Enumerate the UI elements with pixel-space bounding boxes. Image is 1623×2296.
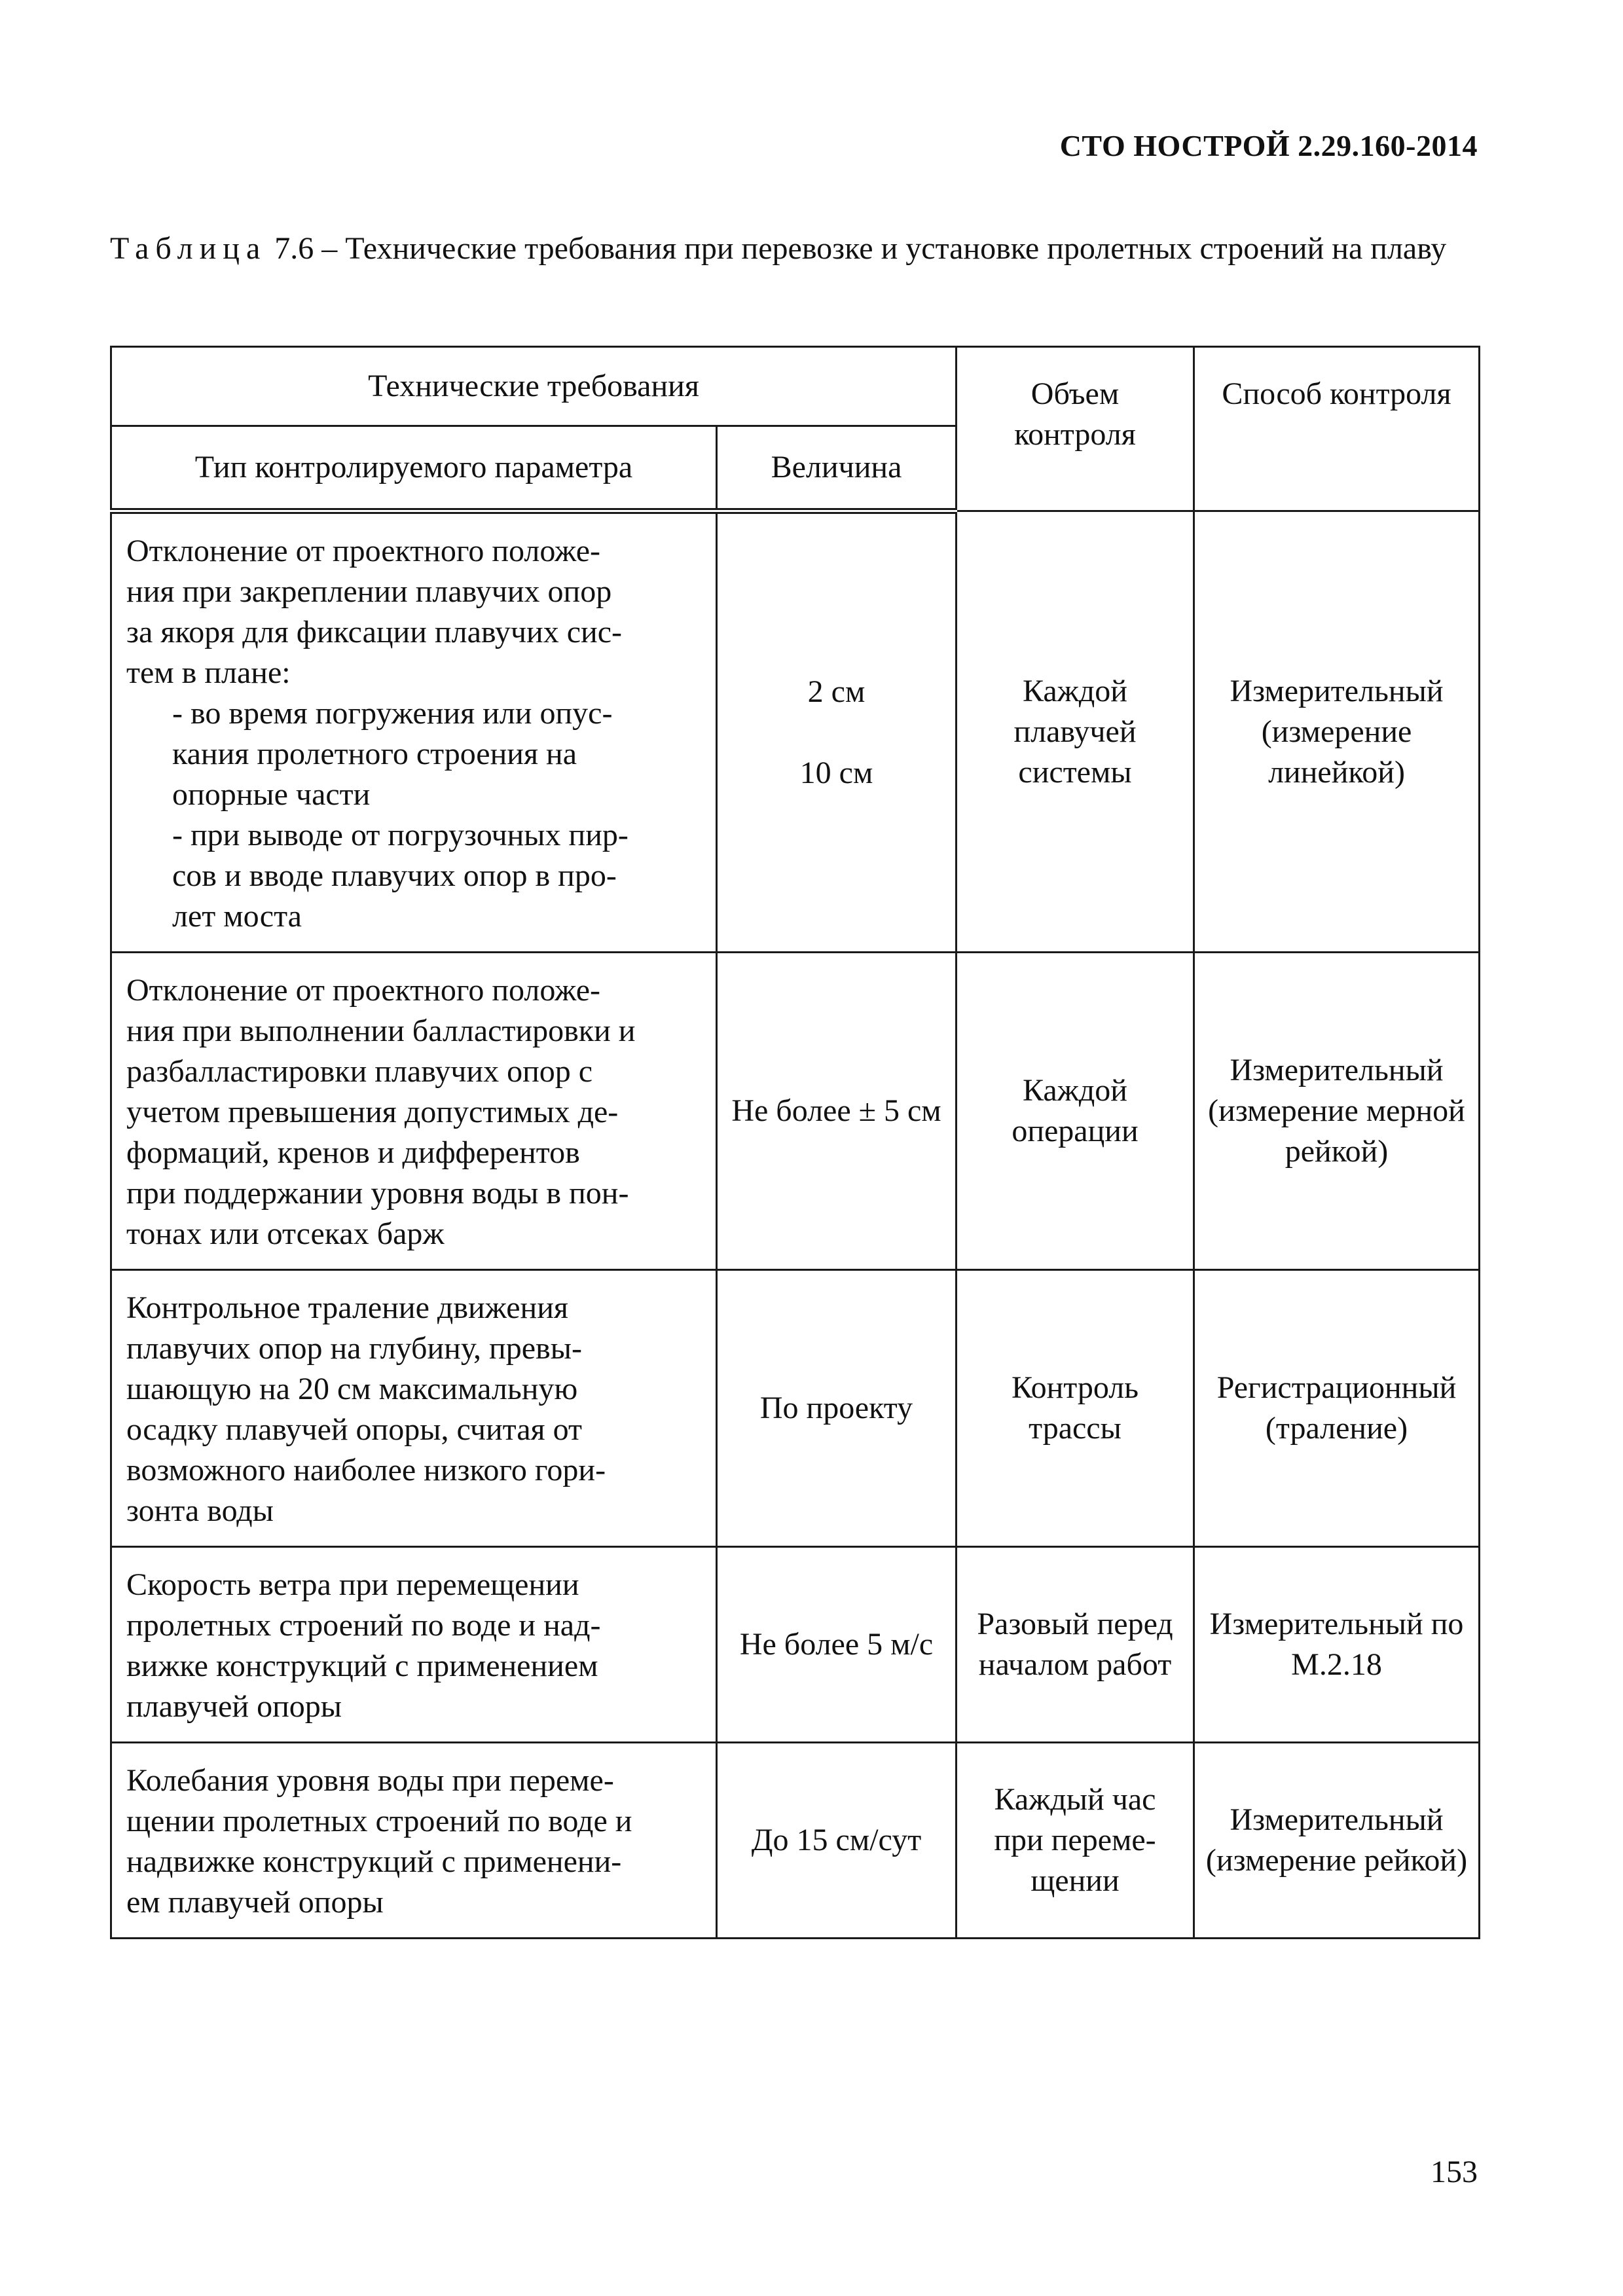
table-row: [111, 1270, 1480, 1547]
table-caption-label: Таблица: [110, 231, 267, 266]
table-row: [111, 953, 1480, 1270]
parameter-line: пролетных строений по воде и над-: [126, 1608, 601, 1643]
parameter-line: зонта воды: [126, 1493, 274, 1528]
header-value: Величина: [717, 426, 957, 511]
parameter-line: ния при выполнении балластировки и: [126, 1013, 636, 1048]
header-parameter-type: Тип контролируемого параметра: [111, 426, 717, 511]
parameter-line: Контрольное траление движения: [126, 1290, 568, 1325]
parameter-line: ем плавучей опоры: [126, 1885, 384, 1920]
table-row: [111, 1547, 1480, 1743]
requirements-table-wrapper: [110, 346, 1478, 1939]
parameter-line: разбалластировки плавучих опор с: [126, 1054, 593, 1089]
scope-cell: Контроль трассы: [957, 1270, 1194, 1547]
parameter-line: Отклонение от проектного положе-: [126, 534, 600, 568]
value-cell: [717, 511, 957, 953]
method-cell: Измерительный (измерение линейкой): [1194, 511, 1480, 953]
parameter-sub-item: опорные части: [172, 777, 371, 812]
value-cell: Не более ± 5 см: [717, 953, 957, 1270]
parameter-cell: [111, 1743, 717, 1939]
method-cell: Регистрационный (траление): [1194, 1270, 1480, 1547]
header-control-method: Способ контроля: [1194, 347, 1480, 511]
method-cell: Измерительный (измерение мерной рейкой): [1194, 953, 1480, 1270]
parameter-sub-item: - во время погружения или опус-: [172, 696, 613, 731]
table-row: [111, 511, 1480, 953]
header-technical-requirements: Технические требования: [111, 347, 957, 426]
parameter-sub-item: лет моста: [172, 899, 302, 934]
value-text: 10 см: [799, 756, 873, 790]
scope-cell: Каждый час при переме-щении: [957, 1743, 1194, 1939]
parameter-sub-item: кания пролетного строения на: [172, 737, 577, 771]
parameter-line: при поддержании уровня воды в пон-: [126, 1176, 629, 1211]
method-cell: Измерительный по М.2.18: [1194, 1547, 1480, 1743]
parameter-line: плавучих опор на глубину, превы-: [126, 1331, 582, 1366]
parameter-line: осадку плавучей опоры, считая от: [126, 1412, 582, 1447]
parameter-cell: [111, 953, 717, 1270]
table-caption-text: 7.6 – Технические требования при перевозке и установке пролетных строений на плаву: [266, 231, 1447, 266]
scope-cell: Каждой операции: [957, 953, 1194, 1270]
parameter-line: Отклонение от проектного положе-: [126, 973, 600, 1008]
header-control-scope: Объем контроля: [957, 347, 1194, 511]
parameter-cell: [111, 1270, 717, 1547]
value-cell: До 15 см/сут: [717, 1743, 957, 1939]
parameter-line: тонах или отсеках барж: [126, 1216, 445, 1251]
scope-cell: Разовый перед началом работ: [957, 1547, 1194, 1743]
parameter-line: надвижке конструкций с применени-: [126, 1844, 622, 1879]
method-cell: Измерительный (измерение рейкой): [1194, 1743, 1480, 1939]
page-number: 153: [1431, 2155, 1478, 2189]
parameter-line: возможного наиболее низкого гори-: [126, 1453, 606, 1487]
parameter-line: Колебания уровня воды при переме-: [126, 1763, 614, 1798]
parameter-cell: [111, 1547, 717, 1743]
parameter-sub-item: сов и вводе плавучих опор в про-: [172, 858, 617, 893]
table-row: [111, 1743, 1480, 1939]
parameter-line: плавучей опоры: [126, 1689, 342, 1724]
document-code: СТО НОСТРОЙ 2.29.160-2014: [1059, 129, 1478, 162]
value-cell: Не более 5 м/с: [717, 1547, 957, 1743]
parameter-cell: [111, 511, 717, 953]
value-text: 2 см: [807, 674, 866, 709]
parameter-line: за якоря для фиксации плавучих сис-: [126, 615, 623, 649]
parameter-line: Скорость ветра при перемещении: [126, 1567, 579, 1602]
parameter-line: ния при закреплении плавучих опор: [126, 574, 612, 609]
value-cell: По проекту: [717, 1270, 957, 1547]
parameter-line: щении пролетных строений по воде и: [126, 1804, 632, 1838]
parameter-line: учетом превышения допустимых де-: [126, 1095, 619, 1129]
parameter-line: тем в плане:: [126, 655, 291, 690]
scope-cell: Каждой плавучей системы: [957, 511, 1194, 953]
parameter-line: шающую на 20 см максимальную: [126, 1372, 578, 1406]
parameter-sub-item: - при выводе от погрузочных пир-: [172, 818, 629, 852]
requirements-table: [110, 346, 1480, 1939]
table-caption: [110, 216, 1478, 282]
parameter-line: вижке конструкций с применением: [126, 1649, 598, 1683]
parameter-line: формаций, кренов и дифферентов: [126, 1135, 580, 1170]
